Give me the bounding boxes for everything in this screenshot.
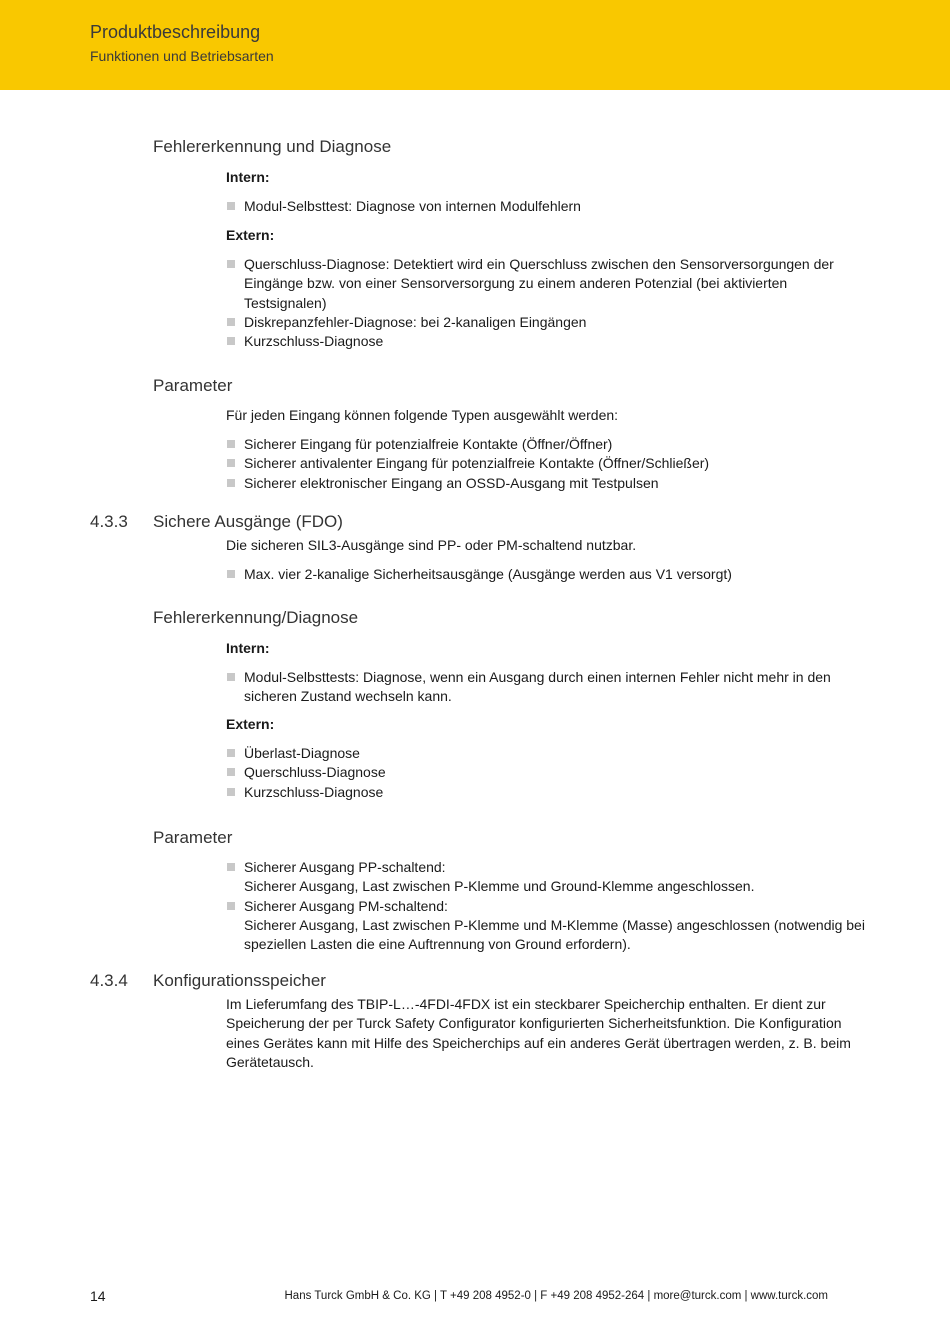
square-bullet-icon xyxy=(227,902,235,910)
list-item: Sicherer Ausgang PM-schaltend: Sicherer Ausgang, Last zwischen P-Klemme und M-Klemme (Masse) angeschlossen (notwendig bei speziellen Lasten die eine Auftrennung von Ground erfordern). xyxy=(226,897,866,955)
intern-list xyxy=(226,197,866,216)
list-item: Sicherer antivalenter Eingang für potenzialfreie Kontakte (Öffner/Schließer) xyxy=(226,454,866,473)
intern-label: Intern: xyxy=(226,169,270,185)
header-title: Produktbeschreibung xyxy=(90,22,261,42)
heading-fehlererkennung-diagnose: Fehlererkennung und Diagnose xyxy=(153,137,392,156)
square-bullet-icon xyxy=(227,673,235,681)
heading-parameter-inputs: Parameter xyxy=(153,376,233,395)
header-subtitle: Funktionen und Betriebsarten xyxy=(90,48,274,64)
section-434-text: Im Lieferumfang des TBIP-L…-4FDI-4FDX ist ein steckbarer Speicherchip enthalten. Er dient zur Speicherung der per Turck Safety Configurator konfigurierten Sicherheitsfunktion. Die Konfiguration eines Gerätes kann mit Hilfe des Speicherchips auf ein anderes Gerät übertragen werden, z. B. beim Gerätetausch. xyxy=(226,996,851,1070)
heading-parameter-outputs: Parameter xyxy=(153,828,233,847)
parameter-intro: Für jeden Eingang können folgende Typen ausgewählt werden: xyxy=(226,407,619,423)
extern-label-outputs: Extern: xyxy=(226,716,275,732)
list-item: Sicherer Ausgang PP-schaltend: Sicherer Ausgang, Last zwischen P-Klemme und Ground-Klemme angeschlossen. xyxy=(226,858,866,897)
input-type-list xyxy=(226,435,866,493)
extern-list-outputs xyxy=(226,744,866,802)
intern-label-outputs: Intern: xyxy=(226,640,270,656)
list-item: Max. vier 2-kanalige Sicherheitsausgänge (Ausgänge werden aus V1 versorgt) xyxy=(226,565,866,584)
square-bullet-icon xyxy=(227,202,235,210)
square-bullet-icon xyxy=(227,749,235,757)
list-item: Kurzschluss-Diagnose xyxy=(226,332,866,351)
list-item: Kurzschluss-Diagnose xyxy=(226,783,866,802)
section-number-434: 4.3.4 xyxy=(90,971,128,990)
extern-label: Extern: xyxy=(226,227,275,243)
section-title-434: Konfigurationsspeicher xyxy=(153,971,326,990)
square-bullet-icon xyxy=(227,440,235,448)
square-bullet-icon xyxy=(227,337,235,345)
section-number-433: 4.3.3 xyxy=(90,512,128,531)
square-bullet-icon xyxy=(227,318,235,326)
section-title-433: Sichere Ausgänge (FDO) xyxy=(153,512,343,531)
square-bullet-icon xyxy=(227,768,235,776)
list-item: Querschluss-Diagnose xyxy=(226,763,866,782)
square-bullet-icon xyxy=(227,788,235,796)
footer-contact: Hans Turck GmbH & Co. KG | T +49 208 4952-0 | F +49 208 4952-264 | more@turck.com | www.turck.com xyxy=(284,1290,828,1302)
list-item: Sicherer Eingang für potenzialfreie Kontakte (Öffner/Öffner) xyxy=(226,435,866,454)
output-list xyxy=(226,565,866,584)
list-item: Modul-Selbsttests: Diagnose, wenn ein Ausgang durch einen internen Fehler nicht mehr in den sicheren Zustand wechseln kann. xyxy=(226,668,866,707)
heading-fehlererkennung-diagnose-outputs: Fehlererkennung/Diagnose xyxy=(153,608,359,627)
list-item: Diskrepanzfehler-Diagnose: bei 2-kanaligen Eingängen xyxy=(226,313,866,332)
list-item: Sicherer elektronischer Eingang an OSSD-Ausgang mit Testpulsen xyxy=(226,474,866,493)
list-item: Überlast-Diagnose xyxy=(226,744,866,763)
extern-list xyxy=(226,255,866,351)
square-bullet-icon xyxy=(227,479,235,487)
page-header xyxy=(0,0,950,90)
output-parameter-list xyxy=(226,858,866,954)
list-item: Querschluss-Diagnose: Detektiert wird ein Querschluss zwischen den Sensorversorgungen der Eingänge bzw. von einer Sensorversorgung zu einem anderen Potenzial (bei aktivierten Testsignalen) xyxy=(226,255,866,313)
square-bullet-icon xyxy=(227,863,235,871)
square-bullet-icon xyxy=(227,459,235,467)
square-bullet-icon xyxy=(227,260,235,268)
list-item: Modul-Selbsttest: Diagnose von internen Modulfehlern xyxy=(226,197,866,216)
intern-list-outputs xyxy=(226,668,866,707)
section-433-intro: Die sicheren SIL3-Ausgänge sind PP- oder PM-schaltend nutzbar. xyxy=(226,537,637,553)
page-number: 14 xyxy=(90,1288,106,1304)
square-bullet-icon xyxy=(227,570,235,578)
